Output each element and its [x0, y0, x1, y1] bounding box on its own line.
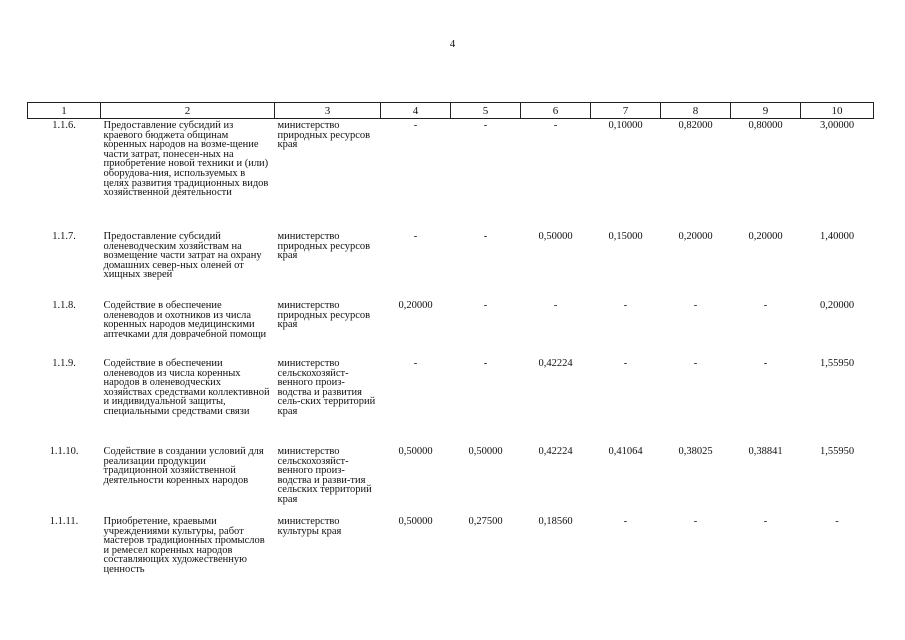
value-cell: 0,27500	[468, 516, 503, 527]
value-cell: -	[623, 516, 628, 527]
column-header: 2	[101, 103, 275, 119]
value-cell: -	[693, 358, 698, 369]
value-cell: 0,50000	[538, 231, 573, 242]
value-cell: -	[553, 300, 558, 311]
value-cell: -	[763, 300, 768, 311]
item-executor: министерство сельскохозяйст-венного произ-водства и разви-тия сельских территорий края	[277, 446, 372, 505]
value-cell: 0,41064	[608, 446, 643, 457]
column-header: 8	[661, 103, 731, 119]
value-cell: -	[623, 358, 628, 369]
value-cell: -	[623, 300, 628, 311]
item-executor: министерство природных ресурсов края	[277, 231, 371, 262]
column-header: 6	[521, 103, 591, 119]
value-cell: -	[763, 358, 768, 369]
item-number: 1.1.10.	[49, 446, 79, 457]
value-cell: -	[483, 120, 488, 131]
value-cell: 0,20000	[748, 231, 783, 242]
item-number: 1.1.8.	[52, 300, 76, 311]
item-number: 1.1.9.	[52, 358, 76, 369]
table-row	[28, 299, 874, 357]
value-cell: 0,18560	[538, 516, 573, 527]
value-cell: -	[483, 358, 488, 369]
value-cell: 0,20000	[819, 300, 855, 311]
value-cell: 0,15000	[608, 231, 643, 242]
value-cell: 0,38841	[748, 446, 783, 457]
value-cell: 3,00000	[819, 120, 855, 131]
value-cell: -	[693, 516, 698, 527]
column-header: 10	[801, 103, 874, 119]
value-cell: 0,42224	[538, 446, 573, 457]
table-row	[28, 119, 874, 231]
item-executor: министерство сельскохозяйст-венного произ-водства и развития сель-ских территорий края	[277, 358, 376, 417]
page-number: 4	[449, 38, 456, 50]
item-description: Предоставление субсидий оленеводческим хозяйствам на возмещение части затрат на охрану домашних север-ных оленей от хищных зверей	[103, 231, 262, 281]
item-number: 1.1.6.	[52, 120, 76, 131]
column-header: 4	[381, 103, 451, 119]
item-executor: министерство природных ресурсов края	[277, 300, 371, 331]
item-number: 1.1.11.	[49, 516, 79, 527]
value-cell: 1,40000	[819, 231, 855, 242]
value-cell: 0,20000	[398, 300, 433, 311]
column-header: 1	[28, 103, 101, 119]
column-header: 3	[275, 103, 381, 119]
table-row	[28, 230, 874, 299]
value-cell: 0,50000	[398, 446, 433, 457]
column-header: 9	[731, 103, 801, 119]
value-cell: -	[413, 231, 418, 242]
value-cell: -	[553, 120, 558, 131]
item-number: 1.1.7.	[52, 231, 76, 242]
value-cell: 0,50000	[468, 446, 503, 457]
column-header: 5	[451, 103, 521, 119]
value-cell: -	[483, 300, 488, 311]
value-cell: 0,82000	[678, 120, 713, 131]
value-cell: -	[763, 516, 768, 527]
value-cell: -	[693, 300, 698, 311]
value-cell: 0,10000	[608, 120, 643, 131]
column-header: 7	[591, 103, 661, 119]
value-cell: 0,38025	[678, 446, 713, 457]
item-executor: министерство культуры края	[277, 516, 342, 537]
value-cell: 0,80000	[748, 120, 783, 131]
table-row	[28, 445, 874, 515]
table-row	[28, 357, 874, 445]
column-number-row	[28, 103, 874, 119]
value-cell: 0,20000	[678, 231, 713, 242]
value-cell: -	[483, 231, 488, 242]
item-description: Предоставление субсидий из краевого бюджета общинам коренных народов на возме-щение части затрат, понесен-ных на приобретение новой техники и (или) оборудова-ния, используемых в целях развития традиционных видов хозяйственной деятельности	[103, 120, 269, 199]
item-description: Приобретение, краевыми учреждениями культуры, работ мастеров традиционных промыслов и ремесел коренных народов составляющих художественную ценность	[103, 516, 265, 575]
value-cell: -	[413, 358, 418, 369]
item-executor: министерство природных ресурсов края	[277, 120, 371, 151]
value-cell: -	[413, 120, 418, 131]
item-description: Содействие в обеспечение оленеводов и охотников из числа коренных народов медицинскими аптечками для доврачебной помощи	[103, 300, 267, 340]
item-description: Содействие в обеспечении оленеводов из числа коренных народов в оленеводческих хозяйствах средствами коллективной и индивидуальной защиты, специальными средствами связи	[103, 358, 270, 417]
value-cell: 0,50000	[398, 516, 433, 527]
value-cell: 1,55950	[819, 358, 855, 369]
value-cell: 1,55950	[819, 446, 855, 457]
value-cell: 0,42224	[538, 358, 573, 369]
value-cell: -	[835, 516, 839, 527]
program-table	[27, 102, 874, 595]
item-description: Содействие в создании условий для реализации продукции традиционной хозяйственной деятельности коренных народов	[103, 446, 264, 486]
table-row	[28, 515, 874, 595]
